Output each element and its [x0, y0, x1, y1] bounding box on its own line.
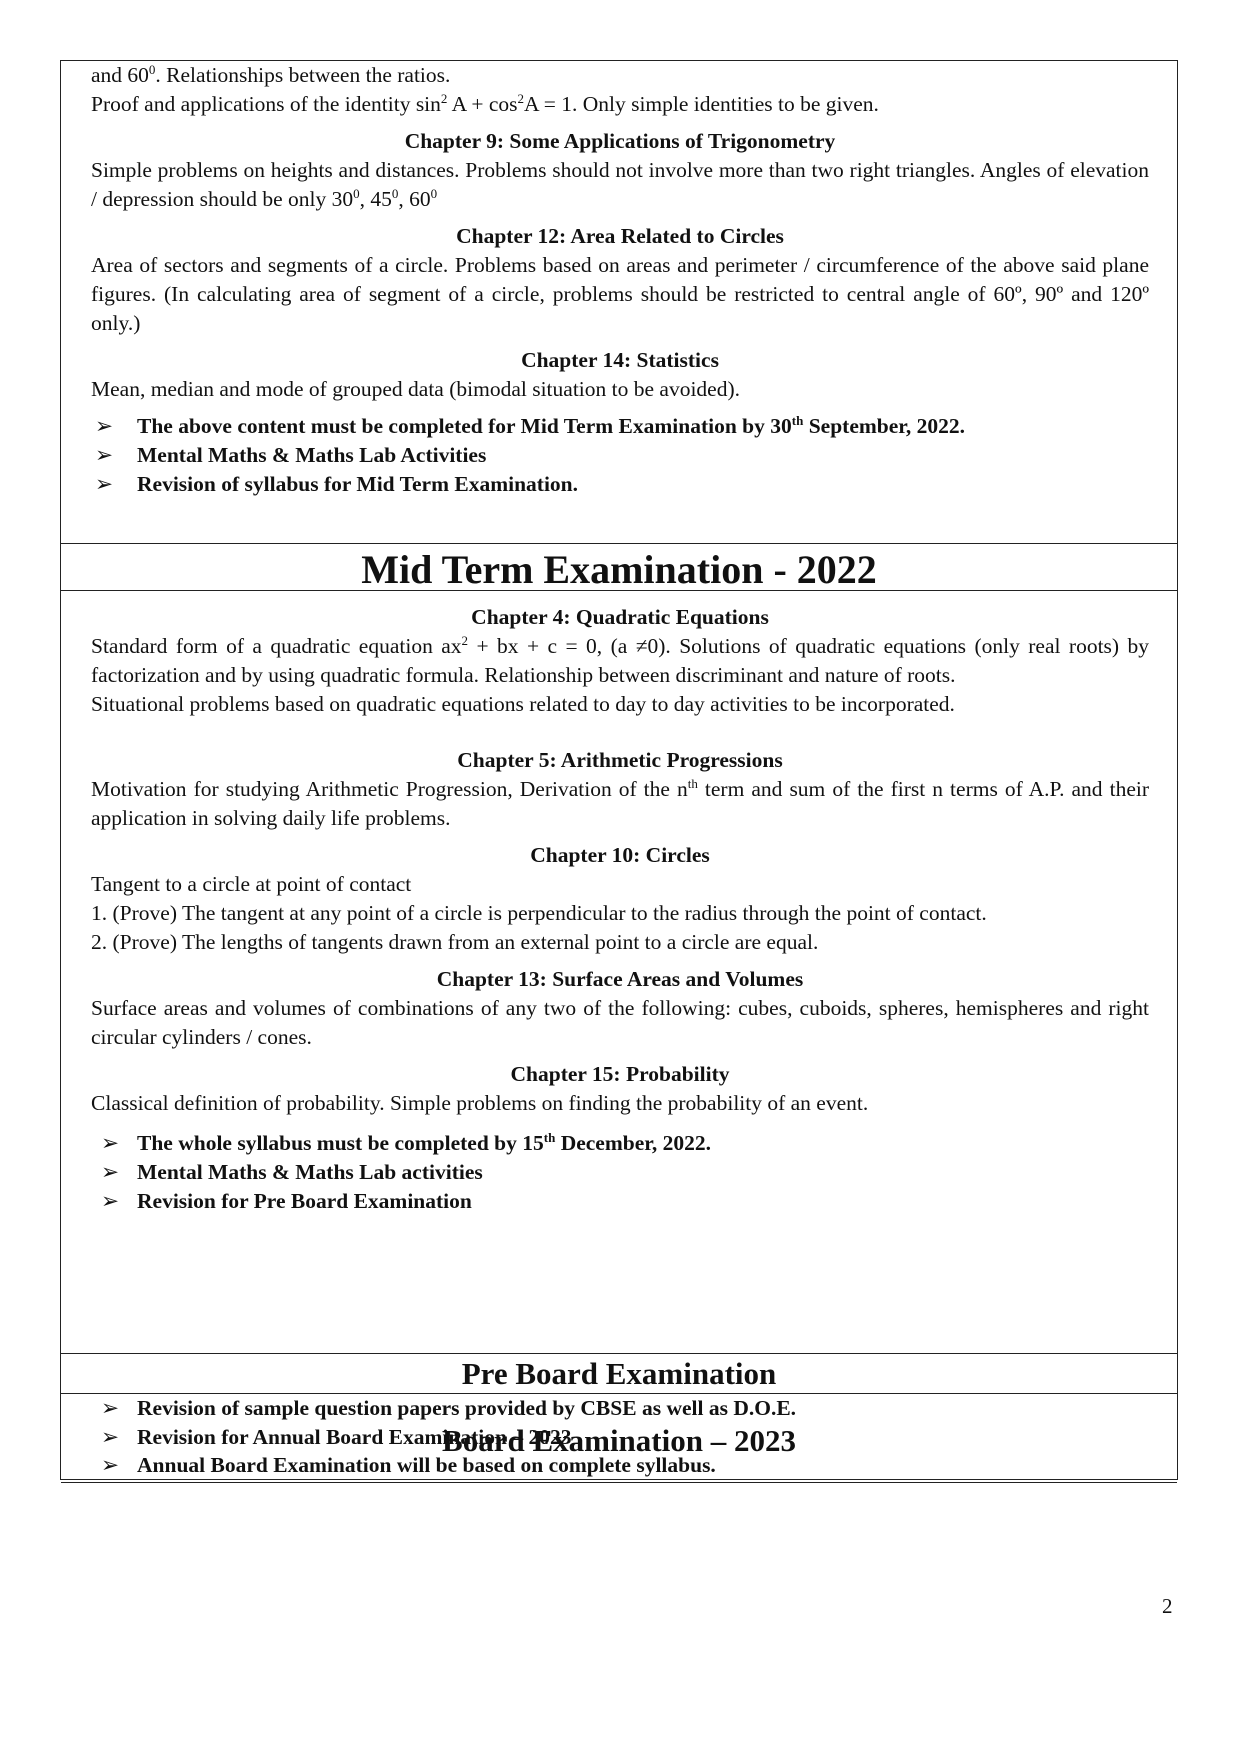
chapter-15-text: Classical definition of probability. Simple problems on finding the probability of an event. [91, 1091, 869, 1115]
arrow-bullet-icon: ➢ [95, 443, 114, 467]
term-content-section [61, 61, 1177, 499]
chapter-12-text: Area of sectors and segments of a circle. Problems based on areas and perimeter / circumference of the above said plane figures. (In calculating area of segment of a circle, problems should be restricted to central angle of 60º, 90º and 120º only.) [91, 253, 1149, 335]
intro-line-1: and $60^0$. Relationships between the ratios. [91, 61, 451, 87]
page-number: 2 [1162, 1594, 1173, 1618]
chapter-10-line: Tangent to a circle at point of contact [91, 872, 412, 896]
list-item: ➢ The whole syllabus must be completed by 15th December, 2022. [91, 1129, 1149, 1158]
chapter-15-title: Chapter 15: Probability [510, 1062, 730, 1086]
list-item: ➢ Revision for Annual Board Examination – 2023 [91, 1423, 1149, 1452]
syllabus-table [60, 60, 1178, 1480]
list-item: ➢ Revision of sample question papers provided by CBSE as well as D.O.E. [91, 1394, 1149, 1423]
intro-line-2: Proof and applications of the identity $\sin^2 A + \cos^2A = 1$. Only simple identities to be given. [91, 90, 879, 116]
list-item: ➢ Mental Maths & Maths Lab activities [91, 1158, 1149, 1187]
chapter-10-line: 2. (Prove) The lengths of tangents drawn from an external point to a circle are equal. [91, 930, 819, 954]
list-item: ➢ Mental Maths & Maths Lab Activities [91, 441, 1149, 470]
chapter-14-text: Mean, median and mode of grouped data (bimodal situation to be avoided). [91, 377, 740, 401]
arrow-bullet-icon: ➢ [101, 1160, 120, 1184]
list-item: ➢ Revision for Pre Board Examination [91, 1187, 1149, 1216]
chapter-4-text: Standard form of a quadratic equation $ax^2$ + bx + c = 0, (a ≠0). Solutions of quadratic equations (only real roots) by factorization and by using quadratic formula. Relationship between discriminant and nature of roots. [91, 632, 1149, 687]
arrow-bullet-icon: ➢ [95, 414, 114, 438]
preboard-heading: Pre Board Examination [461, 1356, 777, 1391]
chapter-13-title: Chapter 13: Surface Areas and Volumes [436, 967, 804, 991]
midterm-heading: Mid Term Examination - 2022 [361, 547, 877, 592]
arrow-bullet-icon: ➢ [101, 1131, 120, 1155]
chapter-4-text-2: Situational problems based on quadratic equations related to day to day activities to be incorporated. [91, 692, 955, 716]
board-heading: Board Examination – 2023 [442, 1423, 796, 1458]
arrow-bullet-icon: ➢ [101, 1424, 120, 1449]
chapter-5-text: Motivation for studying Arithmetic Progression, Derivation of the $n^{th}$ term and sum of the first n terms of A.P. and their application in solving daily life problems. [91, 775, 1149, 830]
chapter-12-title: Chapter 12: Area Related to Circles [456, 224, 784, 248]
chapter-9-title: Chapter 9: Some Applications of Trigonometry [404, 129, 836, 153]
arrow-bullet-icon: ➢ [101, 1396, 120, 1420]
arrow-bullet-icon: ➢ [95, 472, 114, 496]
post-midterm-section [61, 603, 1177, 1216]
chapter-13-text: Surface areas and volumes of combinations of any two of the following: cubes, cuboids, spheres, hemispheres and right circular cylinders / cones. [91, 996, 1149, 1049]
chapter-4-title: Chapter 4: Quadratic Equations [471, 605, 769, 629]
chapter-5-title: Chapter 5: Arithmetic Progressions [457, 748, 783, 772]
arrow-bullet-icon: ➢ [101, 1189, 120, 1213]
list-item: ➢ The above content must be completed for Mid Term Examination by 30th September, 2022. [91, 412, 1149, 441]
chapter-10-title: Chapter 10: Circles [530, 843, 710, 867]
divider [61, 543, 1177, 544]
midterm-notes-list [91, 412, 1149, 499]
divider [61, 1353, 1177, 1354]
divider [61, 1482, 1177, 1483]
chapter-9-text: Simple problems on heights and distances. Problems should not involve more than two right triangles. Angles of elevation / depression should be only $30^0$, $45^0$, $60^0$ [91, 158, 1149, 211]
preboard-notes-list [91, 1129, 1149, 1216]
arrow-bullet-icon: ➢ [101, 1453, 120, 1477]
chapter-10-line: 1. (Prove) The tangent at any point of a circle is perpendicular to the radius through the point of contact. [91, 901, 987, 925]
list-item: ➢ Revision of syllabus for Mid Term Examination. [91, 470, 1149, 499]
divider [61, 590, 1177, 591]
chapter-14-title: Chapter 14: Statistics [521, 348, 719, 372]
list-item: ➢ Annual Board Examination will be based on complete syllabus. [91, 1451, 1149, 1480]
